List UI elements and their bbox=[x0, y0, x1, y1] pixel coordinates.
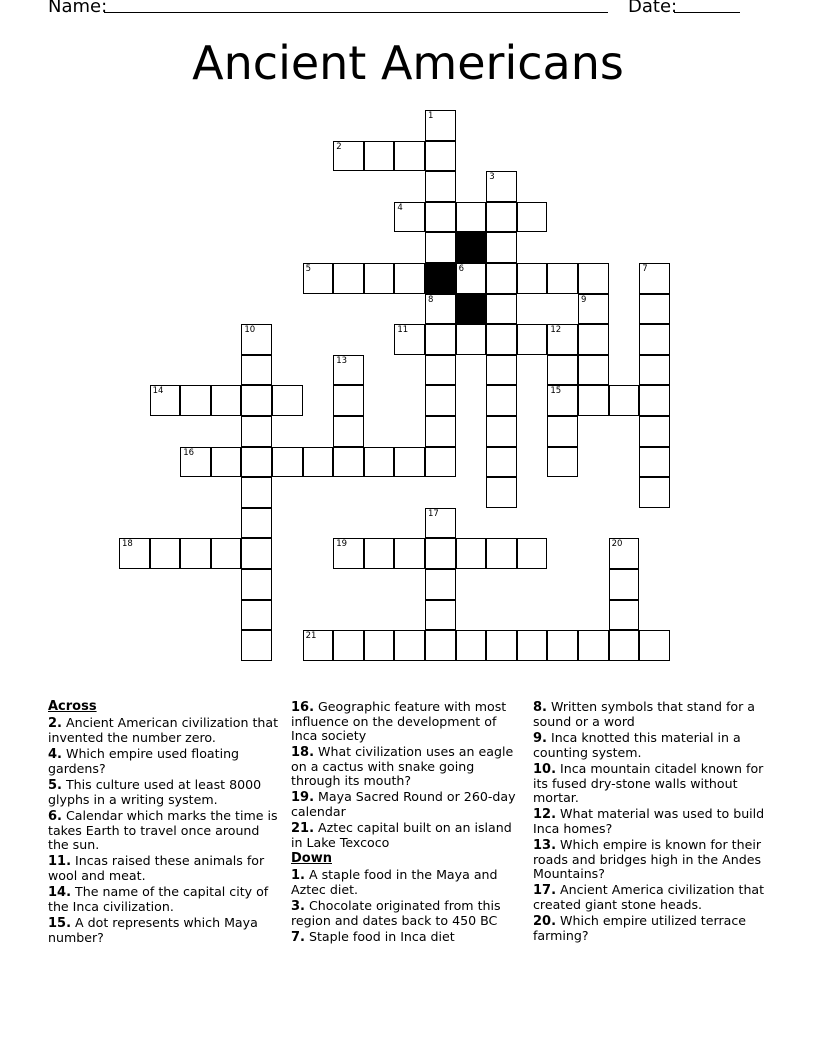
grid-cell[interactable] bbox=[486, 202, 517, 233]
clue-number: 3 bbox=[489, 172, 495, 183]
clue-item-number: 4. bbox=[48, 747, 62, 762]
grid-cell[interactable] bbox=[486, 416, 517, 447]
clue-item-text: Which empire is known for their roads and bridges high in the Andes Mountains? bbox=[533, 837, 762, 881]
grid-cell[interactable] bbox=[333, 263, 364, 294]
grid-cell[interactable] bbox=[456, 538, 487, 569]
grid-cell[interactable] bbox=[486, 385, 517, 416]
grid-cell[interactable] bbox=[547, 630, 578, 661]
grid-cell[interactable] bbox=[547, 416, 578, 447]
clue-item-number: 17. bbox=[533, 883, 557, 898]
clue-item bbox=[291, 745, 526, 788]
grid-cell[interactable] bbox=[517, 538, 548, 569]
clue-number: 6 bbox=[458, 264, 465, 274]
grid-cell[interactable] bbox=[180, 385, 211, 416]
grid-cell[interactable] bbox=[272, 447, 303, 478]
grid-cell[interactable] bbox=[241, 630, 272, 661]
grid-cell[interactable] bbox=[425, 508, 456, 539]
clue-item-text: Inca knotted this material in a counting system. bbox=[533, 730, 741, 760]
grid-cell[interactable] bbox=[486, 538, 517, 569]
clue-number: 11 bbox=[397, 325, 409, 336]
grid-cell[interactable] bbox=[119, 538, 150, 569]
clue-item-text: What material was used to build Inca homes? bbox=[533, 806, 765, 836]
clue-item bbox=[48, 809, 283, 852]
clue-item-number: 18. bbox=[291, 745, 315, 760]
grid-cell[interactable] bbox=[241, 355, 272, 386]
clue-item-text: The name of the capital city of the Inca civilization. bbox=[48, 884, 269, 914]
grid-cell[interactable] bbox=[639, 324, 670, 355]
page-title: Ancient Americans bbox=[192, 36, 624, 90]
clue-item bbox=[48, 778, 283, 807]
grid-cell[interactable] bbox=[486, 355, 517, 386]
clue-item-text: This culture used at least 8000 glyphs in a writing system. bbox=[48, 777, 262, 807]
name-label: Name: bbox=[48, 0, 108, 17]
clue-item bbox=[48, 854, 283, 883]
grid-cell[interactable] bbox=[639, 447, 670, 478]
grid-cell[interactable] bbox=[394, 141, 425, 172]
clue-item-number: 8. bbox=[533, 700, 547, 715]
clue-item-text: Ancient American civilization that invented the number zero. bbox=[48, 715, 279, 745]
grid-cell[interactable] bbox=[609, 630, 640, 661]
grid-cell[interactable] bbox=[211, 385, 242, 416]
clue-item-number: 1. bbox=[291, 868, 305, 883]
clue-item-text: Maya Sacred Round or 260-day calendar bbox=[291, 789, 516, 819]
grid-cell[interactable] bbox=[425, 202, 456, 233]
grid-cell[interactable] bbox=[180, 538, 211, 569]
grid-cell[interactable] bbox=[609, 385, 640, 416]
grid-cell[interactable] bbox=[425, 569, 456, 600]
clue-number: 2 bbox=[336, 141, 342, 152]
grid-cell[interactable] bbox=[456, 202, 487, 233]
grid-cell[interactable] bbox=[578, 294, 609, 325]
across-heading: Across bbox=[48, 699, 97, 714]
clue-item-text: What civilization uses an eagle on a cactus with snake going through its mouth? bbox=[291, 744, 514, 788]
clue-item bbox=[291, 868, 526, 897]
grid-cell[interactable] bbox=[486, 171, 517, 202]
clue-number: 17 bbox=[428, 508, 439, 519]
grid-cell[interactable] bbox=[425, 600, 456, 631]
grid-cell[interactable] bbox=[394, 447, 425, 478]
clue-number: 13 bbox=[336, 355, 348, 366]
grid-cell[interactable] bbox=[517, 324, 548, 355]
grid-cell[interactable] bbox=[609, 538, 640, 569]
clue-item-text: Which empire utilized terrace farming? bbox=[533, 913, 747, 943]
down-heading: Down bbox=[291, 851, 332, 866]
grid-cell[interactable] bbox=[241, 385, 272, 416]
grid-cell[interactable] bbox=[425, 294, 456, 325]
clue-number: 20 bbox=[611, 539, 623, 550]
grid-cell[interactable] bbox=[486, 324, 517, 355]
grid-cell[interactable] bbox=[333, 141, 364, 172]
clue-item bbox=[533, 762, 768, 805]
grid-cell[interactable] bbox=[578, 324, 609, 355]
clue-item-number: 16. bbox=[291, 700, 315, 715]
clue-item bbox=[48, 916, 283, 945]
grid-cell[interactable] bbox=[639, 385, 670, 416]
grid-cell[interactable] bbox=[578, 630, 609, 661]
clue-item bbox=[291, 899, 526, 928]
grid-cell[interactable] bbox=[333, 630, 364, 661]
clue-item-number: 6. bbox=[48, 809, 62, 824]
clue-item bbox=[533, 700, 768, 729]
grid-cell[interactable] bbox=[578, 263, 609, 294]
clue-column-2 bbox=[291, 700, 526, 947]
grid-cell[interactable] bbox=[333, 355, 364, 386]
clue-item-number: 7. bbox=[291, 930, 305, 945]
grid-cell[interactable] bbox=[241, 416, 272, 447]
grid-cell[interactable] bbox=[394, 538, 425, 569]
clue-number: 21 bbox=[305, 631, 317, 642]
grid-cell[interactable] bbox=[333, 416, 364, 447]
clue-item bbox=[533, 807, 768, 836]
grid-cell[interactable] bbox=[425, 538, 456, 569]
grid-cell[interactable] bbox=[241, 324, 272, 355]
clue-item-number: 5. bbox=[48, 778, 62, 793]
clue-item-number: 10. bbox=[533, 762, 557, 777]
grid-cell[interactable] bbox=[486, 477, 517, 508]
clue-column-1 bbox=[48, 700, 283, 947]
clue-item-number: 12. bbox=[533, 807, 557, 822]
grid-cell[interactable] bbox=[364, 141, 395, 172]
clue-item-text: Staple food in Inca diet bbox=[304, 929, 455, 944]
grid-cell[interactable] bbox=[547, 324, 578, 355]
clue-item-text: Which empire used floating gardens? bbox=[48, 746, 240, 776]
grid-cell[interactable] bbox=[639, 630, 670, 661]
clue-item-number: 2. bbox=[48, 716, 62, 731]
grid-cell[interactable] bbox=[241, 508, 272, 539]
clue-item-text: Geographic feature with most influence on the development of Inca society bbox=[291, 699, 507, 743]
grid-cell[interactable] bbox=[425, 355, 456, 386]
clue-number: 14 bbox=[152, 386, 164, 397]
clue-item-number: 21. bbox=[291, 821, 315, 836]
clue-item-number: 14. bbox=[48, 885, 72, 900]
grid-cell[interactable] bbox=[486, 232, 517, 263]
grid-cell[interactable] bbox=[425, 171, 456, 202]
grid-cell[interactable] bbox=[333, 538, 364, 569]
grid-cell[interactable] bbox=[639, 416, 670, 447]
grid-cell[interactable] bbox=[364, 447, 395, 478]
grid-cell[interactable] bbox=[609, 569, 640, 600]
clue-item bbox=[533, 731, 768, 760]
grid-cell[interactable] bbox=[425, 324, 456, 355]
grid-cell[interactable] bbox=[425, 385, 456, 416]
clue-item-number: 19. bbox=[291, 790, 315, 805]
clue-number: 8 bbox=[428, 294, 434, 305]
clue-item-number: 9. bbox=[533, 731, 547, 746]
grid-cell[interactable] bbox=[241, 538, 272, 569]
grid-cell[interactable] bbox=[639, 477, 670, 508]
grid-cell[interactable] bbox=[517, 263, 548, 294]
blocked-cell bbox=[456, 232, 487, 263]
clue-item-number: 15. bbox=[48, 916, 72, 931]
grid-cell[interactable] bbox=[578, 385, 609, 416]
grid-cell[interactable] bbox=[394, 324, 425, 355]
clue-number: 19 bbox=[336, 539, 348, 550]
clue-item-number: 13. bbox=[533, 838, 557, 853]
clue-item-number: 20. bbox=[533, 914, 557, 929]
grid-cell[interactable] bbox=[394, 263, 425, 294]
grid-cell[interactable] bbox=[486, 294, 517, 325]
grid-cell[interactable] bbox=[364, 630, 395, 661]
clue-item bbox=[533, 914, 768, 943]
grid-cell[interactable] bbox=[486, 447, 517, 478]
grid-cell[interactable] bbox=[547, 355, 578, 386]
clue-number: 10 bbox=[244, 325, 256, 336]
grid-cell[interactable] bbox=[425, 141, 456, 172]
clue-number: 9 bbox=[581, 294, 587, 305]
grid-cell[interactable] bbox=[425, 630, 456, 661]
clue-column-3 bbox=[533, 700, 768, 945]
blocked-cell bbox=[456, 294, 487, 325]
clue-item-text: A dot represents which Maya number? bbox=[48, 915, 258, 945]
clue-item-text: Chocolate originated from this region and dates back to 450 BC bbox=[291, 898, 501, 928]
grid-cell[interactable] bbox=[578, 355, 609, 386]
clue-number: 1 bbox=[428, 111, 434, 121]
clue-number: 16 bbox=[183, 447, 195, 458]
clue-item-text: Incas raised these animals for wool and meat. bbox=[48, 853, 265, 883]
grid-cell[interactable] bbox=[547, 385, 578, 416]
clue-number: 5 bbox=[305, 264, 312, 274]
grid-cell[interactable] bbox=[639, 355, 670, 386]
grid-cell[interactable] bbox=[241, 569, 272, 600]
grid-cell[interactable] bbox=[241, 447, 272, 478]
grid-cell[interactable] bbox=[639, 263, 670, 294]
grid-cell[interactable] bbox=[517, 202, 548, 233]
grid-cell[interactable] bbox=[517, 630, 548, 661]
grid-cell[interactable] bbox=[180, 447, 211, 478]
clue-number: 12 bbox=[550, 325, 562, 336]
grid-cell[interactable] bbox=[303, 263, 334, 294]
grid-cell[interactable] bbox=[547, 263, 578, 294]
clue-item-text: Calendar which marks the time is takes Earth to travel once around the sun. bbox=[48, 808, 278, 852]
clue-item bbox=[533, 838, 768, 881]
grid-cell[interactable] bbox=[456, 630, 487, 661]
grid-cell[interactable] bbox=[150, 538, 181, 569]
grid-cell[interactable] bbox=[394, 630, 425, 661]
clue-item bbox=[48, 885, 283, 914]
grid-cell[interactable] bbox=[486, 630, 517, 661]
grid-cell[interactable] bbox=[456, 324, 487, 355]
clue-item-number: 3. bbox=[291, 899, 305, 914]
grid-cell[interactable] bbox=[333, 447, 364, 478]
grid-cell[interactable] bbox=[241, 477, 272, 508]
grid-cell[interactable] bbox=[609, 600, 640, 631]
clue-item-text: Aztec capital built on an island in Lake Texcoco bbox=[291, 820, 512, 850]
grid-cell[interactable] bbox=[456, 263, 487, 294]
clue-number: 18 bbox=[122, 539, 133, 550]
grid-cell[interactable] bbox=[425, 110, 456, 141]
grid-cell[interactable] bbox=[364, 538, 395, 569]
clue-item bbox=[48, 716, 283, 745]
clue-item bbox=[291, 790, 526, 819]
grid-cell[interactable] bbox=[211, 538, 242, 569]
date-label: Date: bbox=[628, 0, 678, 17]
clue-number: 4 bbox=[397, 202, 403, 213]
grid-cell[interactable] bbox=[211, 447, 242, 478]
clue-item-text: Written symbols that stand for a sound or a word bbox=[533, 699, 756, 729]
clue-item-text: A staple food in the Maya and Aztec diet. bbox=[291, 867, 498, 897]
clue-item-number: 11. bbox=[48, 854, 72, 869]
clue-item-text: Inca mountain citadel known for its fused dry-stone walls without mortar. bbox=[533, 761, 764, 805]
clue-item-text: Ancient America civilization that created giant stone heads. bbox=[533, 882, 765, 912]
grid-cell[interactable] bbox=[364, 263, 395, 294]
clue-number: 7 bbox=[642, 264, 648, 274]
clue-number: 15 bbox=[550, 386, 562, 397]
clue-item bbox=[291, 930, 526, 945]
grid-cell[interactable] bbox=[303, 447, 334, 478]
grid-cell[interactable] bbox=[639, 294, 670, 325]
grid-cell[interactable] bbox=[394, 202, 425, 233]
grid-cell[interactable] bbox=[333, 385, 364, 416]
clue-item bbox=[291, 821, 526, 850]
grid-cell[interactable] bbox=[272, 385, 303, 416]
clue-item bbox=[291, 700, 526, 743]
grid-cell[interactable] bbox=[425, 447, 456, 478]
grid-cell[interactable] bbox=[425, 416, 456, 447]
grid-cell[interactable] bbox=[303, 630, 334, 661]
blocked-cell bbox=[425, 263, 456, 294]
grid-cell[interactable] bbox=[150, 385, 181, 416]
grid-cell[interactable] bbox=[425, 232, 456, 263]
grid-cell[interactable] bbox=[241, 600, 272, 631]
clue-item bbox=[48, 747, 283, 776]
clue-item bbox=[533, 883, 768, 912]
grid-cell[interactable] bbox=[486, 263, 517, 294]
grid-cell[interactable] bbox=[547, 447, 578, 478]
